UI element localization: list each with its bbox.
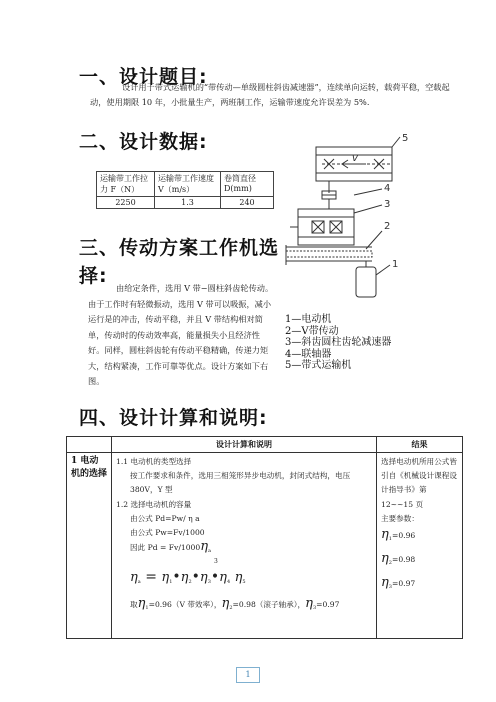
figure-legend bbox=[285, 314, 391, 372]
calc-row-label: 1 电动机的选择 bbox=[67, 453, 112, 639]
eta-symbol-a: η bbox=[200, 539, 209, 555]
calc-line-5: 由公式 Pw=Fv/1000 bbox=[130, 528, 205, 538]
design-data-table bbox=[96, 171, 274, 209]
calc-line-8: 取$\eta_1=0.96(V$ 带效率），$\eta_2=0.98$（滚子轴承），$\eta_3=0.97$ bbox=[130, 596, 340, 612]
figure-label-1: 1 bbox=[392, 259, 399, 270]
figure-label-2: 2 bbox=[384, 221, 391, 232]
legend-item-motor: 1—电动机 bbox=[285, 314, 332, 325]
result-note: 选择电动机所用公式皆引自《机械设计课程设计指导书》第 12~~15 页 bbox=[381, 457, 457, 509]
calc-line-1: 1.1 电动机的类型选择 bbox=[116, 457, 192, 466]
result-eta-2: $\eta_2=0.98$ bbox=[381, 551, 416, 567]
calc-exponent: 3 bbox=[214, 558, 218, 566]
calculation-table bbox=[66, 436, 463, 639]
section-4-title: 四、设计计算和说明: bbox=[79, 407, 268, 429]
calc-line-6: 因此 $Pd = Fv/1000\eta_a$ bbox=[130, 539, 211, 555]
param-header-speed: 运输带工作速度 V（m/s） bbox=[155, 172, 221, 197]
param-value-speed: 1.3 bbox=[155, 197, 221, 209]
calc-line-4: 由公式 Pd=Pw/ η a bbox=[130, 513, 200, 523]
param-header-diameter: 卷筒直径D(mm) bbox=[221, 172, 274, 197]
section-3-title-line-2: 择: bbox=[79, 265, 108, 287]
calc-line-6-text: 因此 Pd = Fv/1000 bbox=[130, 543, 201, 553]
param-header-force: 运输带工作拉力 F（N） bbox=[97, 172, 155, 197]
legend-item-v-belt: 2—V带传动 bbox=[285, 325, 339, 337]
transmission-scheme-figure bbox=[282, 133, 418, 311]
param-value-force: 2250 bbox=[97, 197, 155, 209]
calc-header-blank bbox=[67, 437, 112, 453]
legend-item-conveyor: 5—带式运输机 bbox=[285, 360, 352, 371]
result-eta-3: $\eta_3=0.97$ bbox=[381, 575, 416, 591]
figure-label-5: 5 bbox=[402, 133, 409, 144]
result-params-label: 主要参数： bbox=[381, 513, 419, 523]
page-number: 1 bbox=[236, 667, 260, 683]
section-2-title: 二、设计数据: bbox=[79, 131, 208, 153]
section-3-body: 由给定条件，选用 V 带−圆柱斜齿轮传动。由于工作时有轻微振动，选用 V 带可以吸振，减小运行是的冲击，传动平稳，并且 V 带结构相对简单，传动时的传动效率高，能量损失小且经济性好。同样，圆柱斜齿轮有传动平稳精确，传递力矩大，结构紧凑，工作可靠等优点。设计方案如下右图。 bbox=[88, 283, 274, 386]
result-eta-1: $\eta_1=0.96$ bbox=[381, 527, 416, 543]
figure-label-3: 3 bbox=[384, 199, 391, 210]
figure-label-4: 4 bbox=[384, 183, 391, 194]
calc-line-3: 1.2 选择电动机的容量 bbox=[116, 499, 192, 509]
efficiency-formula: $\eta_a$ = $\eta_1•\eta_2•\eta_3•\eta_4$ $\eta_5$ bbox=[130, 569, 246, 586]
param-value-diameter: 240 bbox=[221, 197, 274, 209]
legend-item-reducer: 3—斜齿圆柱齿轮减速器 bbox=[285, 337, 392, 348]
calc-result-cell bbox=[377, 453, 463, 639]
calc-line-2: 按工作要求和条件，选用三相笼形异步电动机，封闭式结构，电压 380V，Y 型 bbox=[130, 471, 351, 495]
section-1-title: 一、设计题目: bbox=[79, 66, 208, 88]
section-1-body: 设计用于带式运输机的“带传动—单级圆柱斜齿减速器”，连续单向运转，载荷平稳，空载起动，使用期限 10 年，小批量生产，两班制工作，运输带速度允许误差为 5%. bbox=[90, 82, 450, 107]
section-3-title-line-1: 三、传动方案工作机选 bbox=[79, 237, 280, 259]
calc-header-content: 设计计算和说明 bbox=[112, 437, 377, 453]
legend-item-coupling: 4—联轴器 bbox=[285, 348, 332, 360]
calc-header-result: 结果 bbox=[377, 437, 463, 453]
calc-content-cell bbox=[112, 453, 377, 639]
figure-label-v: v bbox=[352, 153, 358, 164]
